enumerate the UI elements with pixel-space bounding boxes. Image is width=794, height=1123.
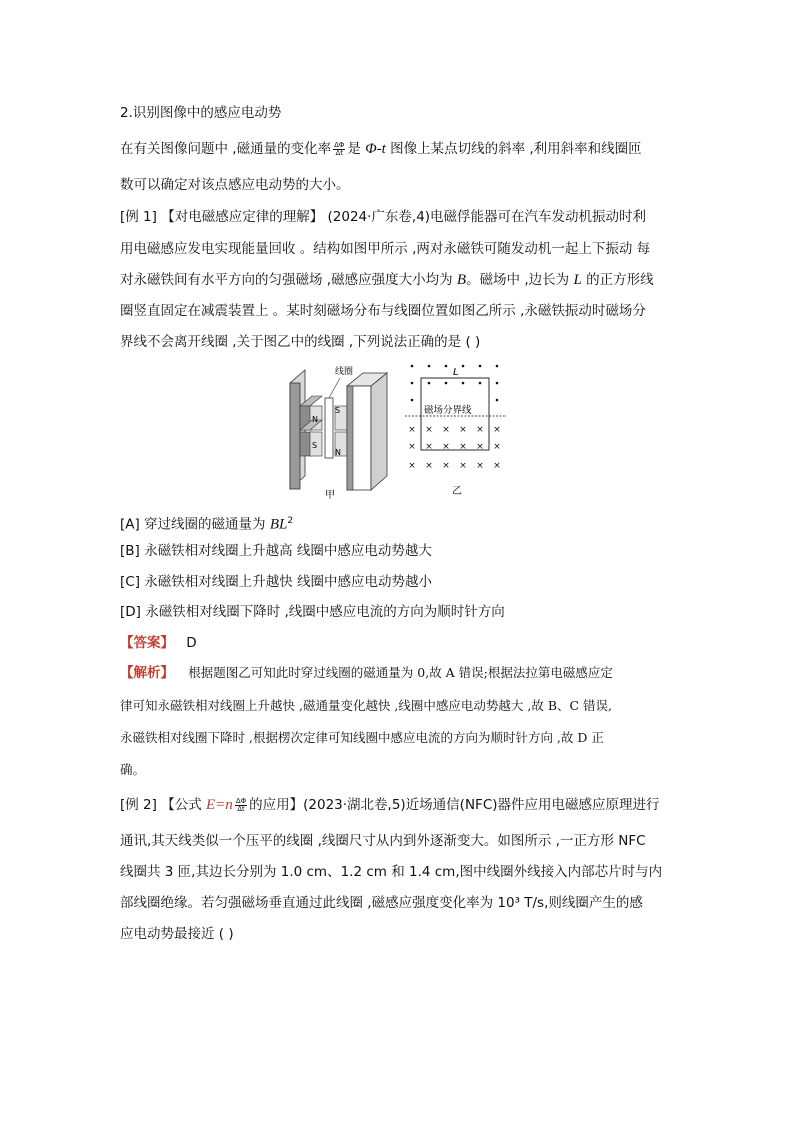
example1-line-5: 界线不会离开线圈 ,关于图乙中的线圈 ,下列说法正确的是 ( ) xyxy=(120,334,481,350)
formula-fraction-numerator: ΔΦ xyxy=(235,796,247,805)
svg-text:×: × xyxy=(425,442,433,452)
field-in-crosses xyxy=(408,425,501,471)
example2-line-1 xyxy=(120,796,660,814)
label-S-right: S xyxy=(335,406,341,415)
analysis-line-1 xyxy=(120,664,613,682)
svg-text:×: × xyxy=(408,461,416,471)
svg-text:×: × xyxy=(459,442,467,452)
yi-label: 乙 xyxy=(452,486,462,497)
svg-text:×: × xyxy=(476,461,484,471)
formula-fraction xyxy=(235,798,247,813)
example1-figure xyxy=(285,358,515,503)
flux-rate-fraction xyxy=(333,142,345,157)
svg-text:×: × xyxy=(442,461,450,471)
intro-text-a: 在有关图像问题中 ,磁通量的变化率 xyxy=(120,141,332,157)
example1-line-4: 圈竖直固定在减震装置上 。某时刻磁场分布与线圈位置如图乙所示 ,永磁铁振动时磁场分 xyxy=(120,303,646,319)
analysis-line-3: 永磁铁相对线圈下降时 ,根据楞次定律可知线圈中感应电流的方向为顺时针方向 ,故 D 正 xyxy=(120,730,604,745)
option-A-text: [A] 穿过线圈的磁通量为 xyxy=(120,516,266,533)
fraction-numerator: ΔΦ xyxy=(334,140,345,149)
example2-line-4: 部线圈绝缘。若匀强磁场垂直通过此线圈 ,磁感应强度变化率为 10³ T/s,则线圈产生的感 xyxy=(120,895,643,911)
example1-line-3 xyxy=(120,271,654,289)
example2-text-a: [例 2] 【公式 xyxy=(120,797,202,813)
option-B: [B] 永磁铁相对线圈上升越高 线圈中感应电动势越大 xyxy=(120,543,432,559)
side-L-label: L xyxy=(453,367,459,378)
symbol-L: L xyxy=(573,272,582,288)
boundary-label: 磁场分界线 xyxy=(424,405,472,416)
analysis-line-4: 确。 xyxy=(120,762,146,777)
label-S-left: S xyxy=(312,441,318,450)
formula-E: E=n xyxy=(206,797,233,813)
answer-label: 【答案】 xyxy=(120,635,174,651)
example1-text-c: 。磁场中 ,边长为 xyxy=(466,272,570,288)
svg-text:×: × xyxy=(425,461,433,471)
analysis-line-2: 律可知永磁铁相对线圈上升越快 ,磁通量变化越快 ,线圈中感应电动势越大 ,故 B、C 错误, xyxy=(120,698,613,713)
svg-text:×: × xyxy=(459,461,467,471)
svg-text:×: × xyxy=(442,442,450,452)
intro-line-2: 数可以确定对该点感应电动势的大小。 xyxy=(120,177,350,193)
example2-line-5: 应电动势最接近 ( ) xyxy=(120,926,234,942)
example1-line-1: [例 1] 【对电磁感应定律的理解】 (2024·广东卷,4)电磁俘能器可在汽车发动机振动时利 xyxy=(120,209,647,225)
fraction-denominator: Δt xyxy=(335,148,344,157)
svg-text:×: × xyxy=(442,425,450,435)
intro-line-1 xyxy=(120,140,642,158)
example1-line-2: 用电磁感应发电实现能量回收 。结构如图甲所示 ,两对永磁铁可随发动机一起上下振动 每 xyxy=(120,241,651,257)
figure-yi xyxy=(405,365,507,497)
analysis-text-1: 根据题图乙可知此时穿过线圈的磁通量为 0,故 A 错误;根据法拉第电磁感应定 xyxy=(188,665,613,680)
formula-fraction-denominator: Δt xyxy=(237,804,245,813)
phi-t-symbol: Φ-t xyxy=(365,141,386,157)
example2-line-3: 线圈共 3 匝,其边长分别为 1.0 cm、1.2 cm 和 1.4 cm,图中线圈外线接入内部芯片时与内 xyxy=(120,864,663,880)
svg-text:×: × xyxy=(408,442,416,452)
intro-text-d: 图像上某点切线的斜率 ,利用斜率和线圈匝 xyxy=(390,141,642,157)
svg-text:×: × xyxy=(493,461,501,471)
answer-line xyxy=(120,634,197,652)
answer-value: D xyxy=(186,635,197,651)
svg-text:×: × xyxy=(408,425,416,435)
option-D: [D] 永磁铁相对线圈下降时 ,线圈中感应电流的方向为顺时针方向 xyxy=(120,604,505,620)
example1-text-a: 对永磁铁间有水平方向的匀强磁场 ,磁感应强度大小均为 xyxy=(120,272,453,288)
svg-text:×: × xyxy=(493,425,501,435)
svg-text:×: × xyxy=(476,442,484,452)
svg-text:×: × xyxy=(425,425,433,435)
symbol-B: B xyxy=(456,272,467,288)
figure-jia xyxy=(290,365,387,501)
svg-text:×: × xyxy=(459,425,467,435)
label-N-right: N xyxy=(335,448,341,457)
option-C: [C] 永磁铁相对线圈上升越快 线圈中感应电动势越小 xyxy=(120,574,433,590)
example1-text-e: 的正方形线 xyxy=(586,272,654,288)
section-title: 2.识别图像中的感应电动势 xyxy=(120,105,282,121)
option-A-superscript: 2 xyxy=(287,516,294,526)
svg-text:×: × xyxy=(493,442,501,452)
option-A-formula: BL xyxy=(269,516,288,533)
example2-line-2: 通讯,其天线类似一个压平的线圈 ,线圈尺寸从内到外逐渐变大。如图所示 ,一正方形 NFC xyxy=(120,833,646,849)
label-N-left: N xyxy=(312,415,318,424)
analysis-label: 【解析】 xyxy=(120,665,174,681)
svg-text:×: × xyxy=(476,425,484,435)
example2-text-c: 的应用】(2023·湖北卷,5)近场通信(NFC)器件应用电磁感应原理进行 xyxy=(249,797,660,813)
jia-label: 甲 xyxy=(325,490,335,501)
coil-label: 线圈 xyxy=(335,367,354,377)
option-A xyxy=(120,512,293,534)
intro-text-b: 是 xyxy=(347,141,361,157)
